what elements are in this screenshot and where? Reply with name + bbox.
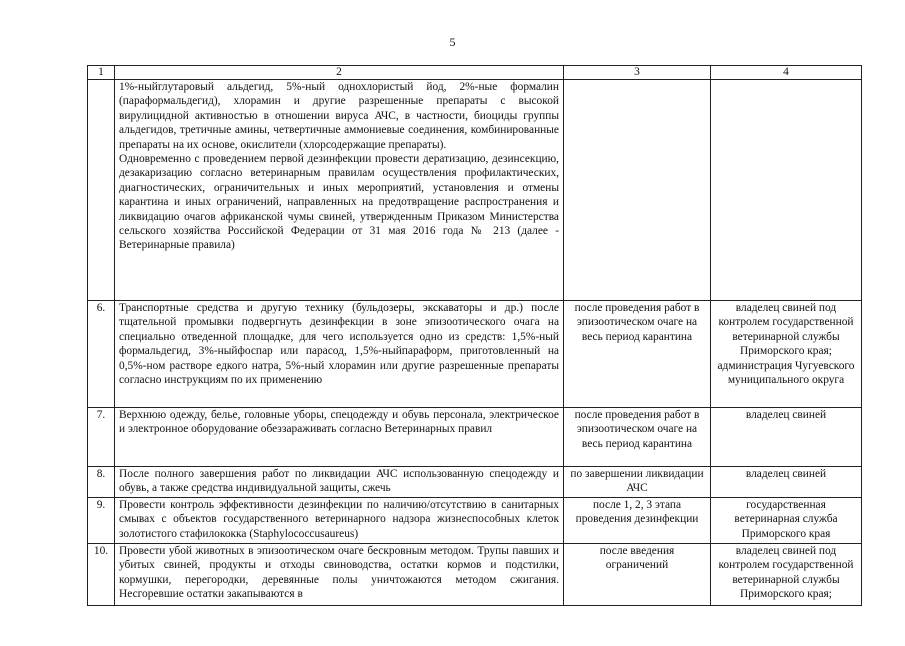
measure-paragraph: Транспортные средства и другую технику (бульдозеры, экскаваторы и др.) после тщательной промывки подвергнуть дезинфекции в зоне эпизоотического очага на специально отведенной площадке, для чего используется одно из средств: 1,5%-ный формальдегид, 3%-ныйфоспар или парасод, 1,5%-ныйпараформ, приготовленный на 0,5%-ном растворе едкого натра, 5%-ный хлорамин или другие разрешенные препараты согласно инструкциям по их применению <box>119 302 559 387</box>
column-header: 3 <box>564 66 711 80</box>
timing-cell: после 1, 2, 3 этапа проведения дезинфекции <box>564 498 711 544</box>
row-number <box>88 80 115 301</box>
timing-cell: после введения ограничений <box>564 544 711 606</box>
table-row <box>88 544 862 606</box>
responsible-cell: владелец свиней <box>711 467 862 498</box>
table-row <box>88 408 862 467</box>
table-body <box>88 66 862 606</box>
measures-table <box>87 65 862 606</box>
measure-cell <box>115 467 564 498</box>
responsible-cell: владелец свиней <box>711 408 862 467</box>
page-number: 5 <box>449 35 456 49</box>
measure-cell <box>115 80 564 301</box>
row-number: 10. <box>88 544 115 606</box>
table-row <box>88 467 862 498</box>
column-header: 1 <box>88 66 115 80</box>
row-number: 7. <box>88 408 115 467</box>
table-header-row <box>88 66 862 80</box>
timing-cell <box>564 80 711 301</box>
measure-paragraph: Верхнюю одежду, белье, головные уборы, спецодежду и обувь персонала, электрическое и электронное оборудование обеззараживать согласно Ветеринарных правил <box>119 409 559 436</box>
row-number: 6. <box>88 301 115 408</box>
measure-cell <box>115 498 564 544</box>
timing-cell: после проведения работ в эпизоотическом очаге на весь период карантина <box>564 301 711 408</box>
column-header: 4 <box>711 66 862 80</box>
measure-paragraph: Провести убой животных в эпизоотическом очаге бескровным методом. Трупы павших и убитых свиней, продукты и отходы свиноводства, остатки кормов и подстилки, кормушки, перегородки, деревянные полы уничтожаются методом сжигания. Несгоревшие остатки закапываются в <box>119 545 559 601</box>
responsible-cell: государственная ветеринарная служба Приморского края <box>711 498 862 544</box>
measure-paragraph: 1%-ныйглутаровый альдегид, 5%-ный однохлористый йод, 2%-ные формалин (параформальдегид), хлорамин и другие разрешенные препараты с высокой вирулицидной активностью в отношении вируса АЧС, в частности, биоциды группы альдегидов, третичные амины, четвертичные аммониевые соединения, комбинированные препараты на их основе, окислители (хлорсодержащие препараты). <box>119 81 559 151</box>
table-row <box>88 301 862 408</box>
responsible-cell: владелец свиней под контролем государственной ветеринарной службы Приморского края; администрация Чугуевского муниципального округа <box>711 301 862 408</box>
page-bottom-edge <box>0 606 905 646</box>
column-header: 2 <box>115 66 564 80</box>
measure-cell <box>115 408 564 467</box>
measure-paragraph: Одновременно с проведением первой дезинфекции провести дератизацию, дезинсекцию, дезакаризацию согласно ветеринарным правилам осуществления профилактических, диагностических, ограничительных и иных мероприятий, установления и отмены карантина и иных ограничений, направленных на предотвращение распространения и ликвидацию очагов африканской чумы свиней, утвержденным Приказом Министерства сельского хозяйства Российской Федерации от 31 мая 2016 года № 213 (далее - Ветеринарные правила) <box>119 153 559 252</box>
table-row <box>88 80 862 301</box>
measure-cell <box>115 544 564 606</box>
measure-paragraph: Провести контроль эффективности дезинфекции по наличию/отсутствию в санитарных смывах с объектов государственного ветеринарного надзора жизнеспособных клеток золотистого стафилококка (Staphylococcusaureus) <box>119 499 559 540</box>
row-number: 8. <box>88 467 115 498</box>
measure-paragraph: После полного завершения работ по ликвидации АЧС использованную спецодежду и обувь, а также средства индивидуальной защиты, сжечь <box>119 468 559 495</box>
table-row <box>88 498 862 544</box>
responsible-cell <box>711 80 862 301</box>
timing-cell: по завершении ликвидации АЧС <box>564 467 711 498</box>
timing-cell: после проведения работ в эпизоотическом очаге на весь период карантина <box>564 408 711 467</box>
measure-cell <box>115 301 564 408</box>
row-number: 9. <box>88 498 115 544</box>
responsible-cell: владелец свиней под контролем государственной ветеринарной службы Приморского края; <box>711 544 862 606</box>
